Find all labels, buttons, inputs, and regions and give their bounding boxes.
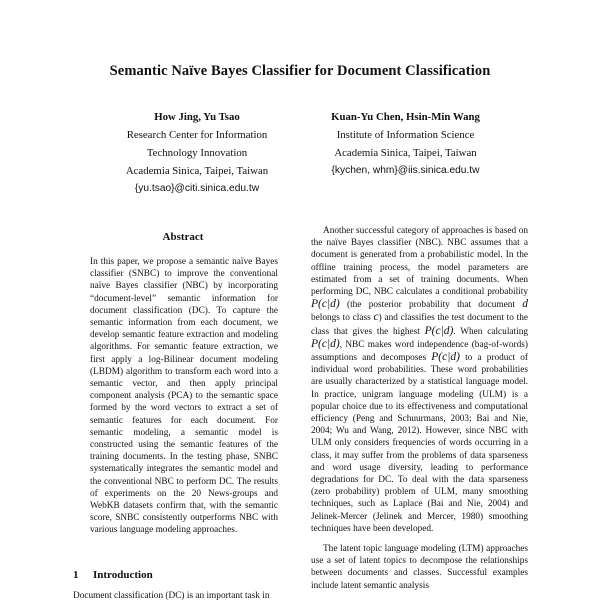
text-run: (the posterior probability that document xyxy=(346,300,515,311)
section-heading-introduction xyxy=(73,569,293,581)
introduction-first-line: Document classification (DC) is an important task in xyxy=(73,591,270,601)
email-right: {kychen, whm}@iis.sinica.edu.tw xyxy=(331,165,480,176)
right-paragraph-2: The latent topic language modeling (LTM) approaches use a set of latent topics to decompose the relationships between documents and classes. Successful examples include latent semantic analysis xyxy=(311,544,528,591)
institution-right: Academia Sinica, Taipei, Taiwan xyxy=(334,147,477,159)
text-run: belongs to class xyxy=(311,313,371,324)
text-run: , NBC makes word independence (bag-of-words) assumptions and decomposes xyxy=(311,339,528,364)
email-left: {yu.tsao}@citi.sinica.edu.tw xyxy=(134,183,260,194)
author-names-right: Kuan-Yu Chen, Hsin-Min Wang xyxy=(331,111,480,123)
affiliation-line1-left: Research Center for Information xyxy=(126,129,268,141)
paper-title: Semantic Naïve Bayes Classifier for Document Classification xyxy=(109,63,491,79)
affiliation-line2-left: Technology Innovation xyxy=(146,147,248,159)
text-run: . When calculating xyxy=(453,326,528,337)
math-p-c-given-d: P(c|d) xyxy=(311,337,340,350)
abstract-body xyxy=(90,256,278,537)
abstract-heading: Abstract xyxy=(162,231,204,243)
institution-left: Academia Sinica, Taipei, Taiwan xyxy=(125,165,269,177)
math-p-c-given-d: P(c|d) xyxy=(431,351,460,364)
author-names-left: How Jing, Yu Tsao xyxy=(154,111,240,123)
right-paragraph-1 xyxy=(311,225,528,535)
math-p-c-given-d: P(c|d) xyxy=(311,298,340,311)
text-run: ) and classifies the test document to the class that gives the highest xyxy=(311,313,529,337)
section-title: Introduction xyxy=(93,569,153,581)
math-p-c-given-d: P(c|d) xyxy=(424,324,454,337)
math-d: d xyxy=(522,298,529,311)
text-run: Another successful category of approaches is based on the naïve Bayes classifier (NBC). NBC assumes that a document is generated from a probabilistic model. In the offline training process, the model parameters are estimated from a set of training documents. When performing DC, NBC calculates a conditional probability xyxy=(311,226,528,298)
author-block-right xyxy=(298,108,513,180)
math-c: c xyxy=(373,311,379,324)
affiliation-line1-right: Institute of Information Science xyxy=(336,129,475,141)
text-run: to a product of individual word probabilities. These word probabilities are usually characterized by a statistical language model. In practice, unigram language modeling (ULM) is a popular choice due to its effectiveness and computational efficiency (Peng and Schuurmans, 2003; Bai and Nie, 2004; Wu and Wang, 2012). However, since NBC with ULM only considers frequencies of words occurring in a class, it may suffer from the problems of data sparseness and word usage diversity, leading to performance degradations for DC. To deal with the data sparseness (zero probability) problem of ULM, many smoothing techniques, such as Laplace (Bai and Nie, 2004) and Jelinek-Mercer (Jelinek and Mercer, 1980) smoothing techniques have been developed. xyxy=(311,353,528,534)
section-number: 1 xyxy=(73,569,79,581)
abstract-text: In this paper, we propose a semantic naïve Bayes classifier (SNBC) to improve the conventional naïve Bayes classifier (NBC) by incorporating “document-level” semantic information for document classification (DC). To capture the semantic information from each document, we develop semantic feature extraction and modeling algorithms. For semantic feature extraction, we first apply a log-Bilinear document modeling (LBDM) algorithm to transform each word into a semantic vector, and then apply principal component analysis (PCA) to the semantic space formed by the word vectors to extract a set of semantic features for each document. For semantic modeling, a semantic model is constructed using the semantic features of the training documents. In the testing phase, SNBC systematically integrates the semantic model and the conventional NBC to perform DC. The results of experiments on the 20 News-groups and WebKB datasets confirm that, with the semantic score, SNBC consistently outperforms NBC with various language modeling approaches. xyxy=(90,257,278,536)
right-column xyxy=(311,225,528,600)
author-block-left xyxy=(92,108,302,198)
